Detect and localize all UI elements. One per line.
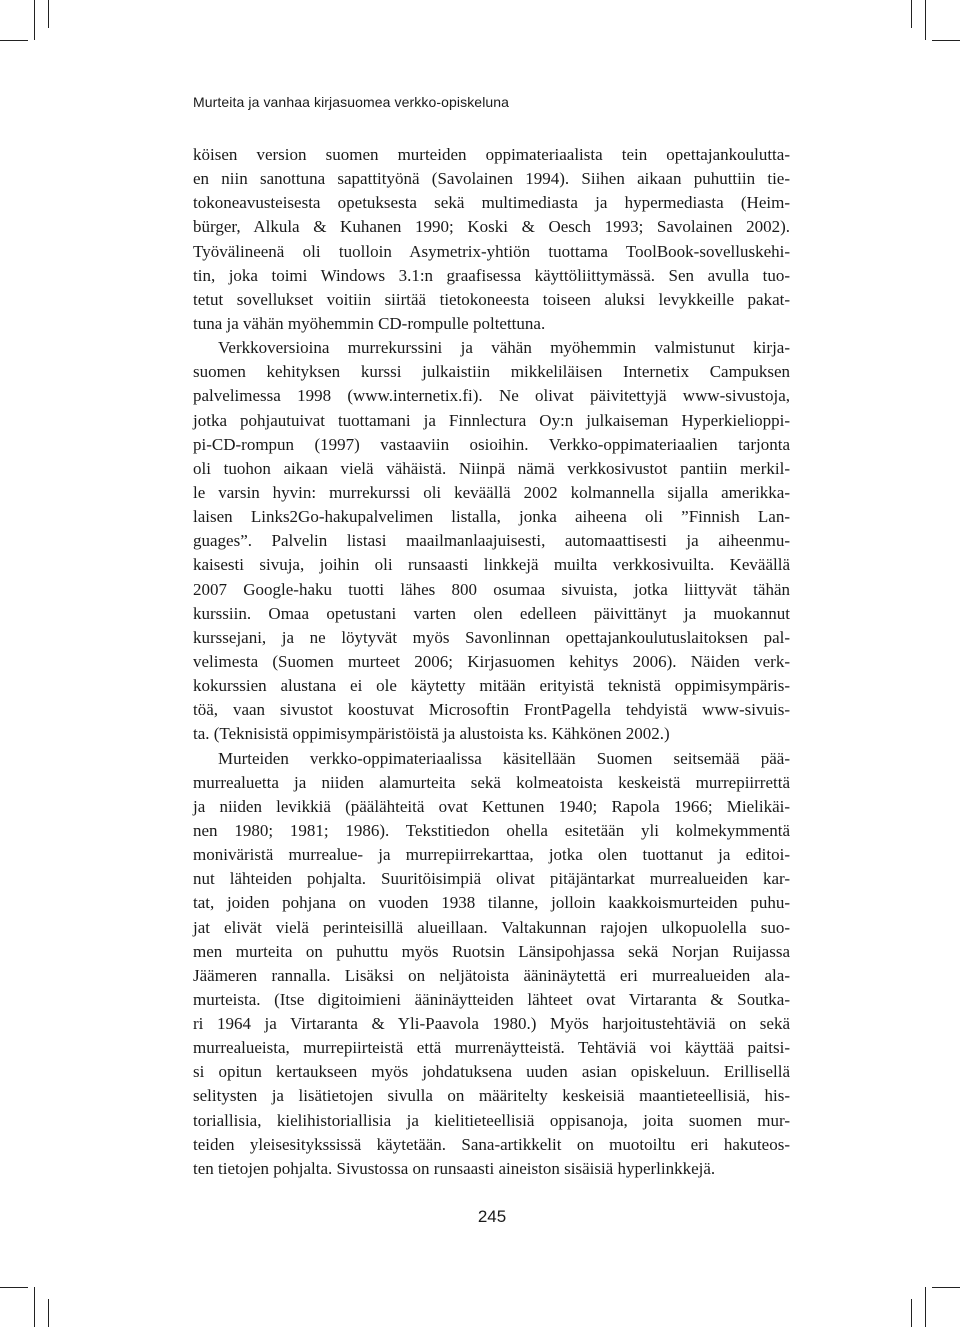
text-line: nut lähteiden pohjalta. Suuritöisimpiä olivat pitäjäntarkat murrealueiden kar-	[193, 869, 790, 889]
text-line: köisen version suomen murteiden oppimateriaalista tein opettajankoulutta-	[193, 145, 790, 164]
text-line: jat elivät vielä perinteisillä alueillaan. Valtakunnan rajojen ulkopuolella suo-	[193, 917, 790, 937]
text-line: murrealuetta ja niiden alamurteita sekä kolmeatoista keskeistä murrepiirrettä	[193, 772, 790, 792]
text-line: 2007 Google-haku tuotti lähes 800 osumaa sivuista, jotka liittyvät tähän	[193, 579, 790, 599]
crop-mark-bottom-right-horizontal	[932, 1287, 960, 1288]
text-line: oli tuohon aikaan vielä vähäistä. Niinpä nämä verkkosivustot pantiin merkil-	[193, 458, 790, 478]
text-line: laisen Links2Go-hakupalvelimen listalla, jonka aiheena oli ”Finnish Lan-	[193, 507, 790, 527]
text-line: men murteita on puhuttu myös Ruotsin Länsipohjassa sekä Norjan Ruijassa	[193, 941, 790, 961]
text-line: selitysten ja lisätietojen sivulla on määritelty keskeisiä maantieteellisiä, his-	[193, 1086, 790, 1106]
text-line: ri 1964 ja Virtaranta & Yli-Paavola 1980.) Myös harjoitustehtäviä on sekä	[193, 1014, 790, 1034]
crop-mark-top-right-horizontal	[932, 40, 960, 41]
text-line: Murteiden verkko-oppimateriaalissa käsitellään Suomen seitsemää pää-	[218, 748, 790, 768]
crop-mark-bottom-right-vertical-outer	[925, 1287, 926, 1327]
text-line: en niin sanottuna sapattityönä (Savolainen 1994). Siihen aikaan puhuttiin tie-	[193, 169, 790, 189]
text-line: bürger, Alkula & Kuhanen 1990; Koski & Oesch 1993; Savolainen 2002).	[193, 217, 790, 237]
text-line: töä, vaan sivustot koostuvat Microsoftin FrontPagella tehdyistä www-sivuis-	[193, 700, 790, 720]
text-line: le varsin hyvin: murrekurssi oli keväällä 2002 kolmannella sijalla amerikka-	[193, 482, 790, 502]
text-line: ta. (Teknisistä oppimisympäristöistä ja alustoista ks. Kähkönen 2002.)	[193, 724, 670, 744]
crop-mark-top-right-vertical	[911, 0, 912, 28]
text-line: ja niiden levikkiä (päälähteitä ovat Kettunen 1940; Rapola 1966; Mielikäi-	[193, 796, 790, 816]
text-line: kurssiin. Omaa opetustani varten olen edelleen päivittänyt ja muokannut	[193, 603, 790, 623]
body-text	[193, 143, 790, 1181]
text-line: murteista. (Itse digitoimieni ääninäytteiden lähteet ovat Virtaranta & Soutka-	[193, 989, 790, 1009]
crop-mark-top-right-vertical-outer	[925, 0, 926, 40]
crop-mark-bottom-left-horizontal	[0, 1287, 28, 1288]
text-line: Työvälineenä oli tuolloin Asymetrix-yhtiön tuottama ToolBook-sovelluskehi-	[193, 241, 790, 261]
running-header: Murteita ja vanhaa kirjasuomea verkko-opiskeluna	[193, 94, 510, 110]
crop-mark-top-left-horizontal	[0, 40, 28, 41]
text-line: kokurssien alustana ei ole käytetty mitään erityistä teknistä oppimisympäris-	[193, 676, 790, 696]
text-line: tin, joka toimi Windows 3.1:n graafisessa käyttöliittymässä. Sen avulla tuo-	[193, 265, 790, 285]
text-line: palvelimessa 1998 (www.internetix.fi). Ne olivat päivitettyjä www-sivustoja,	[193, 386, 790, 406]
text-line: kurssejani, ja ne löytyvät myös Savonlinnan opettajankoulutuslaitoksen pal-	[193, 627, 790, 647]
text-line: tetut sovellukset voitiin siirtää tietokoneesta toiseen aluksi levykkeille pakat-	[193, 289, 790, 309]
text-line: Jäämeren rannalla. Lisäksi on neljätoista ääninäytettä eri murrealueiden ala-	[193, 965, 790, 985]
text-line: tuna ja vähän myöhemmin CD-rompulle poltettuna.	[193, 313, 546, 333]
text-line: ten tietojen pohjalta. Sivustossa on runsaasti aineiston sisäisiä hyperlinkkejä.	[193, 1158, 716, 1178]
crop-mark-top-left-vertical	[34, 0, 35, 40]
text-line: teiden yleisesitykssissä käytetään. Sana-artikkelit on muotoiltu eri hakuteos-	[193, 1134, 790, 1154]
text-line: si opitun kertaukseen myös johdatuksena uuden asian opiskeluun. Erillisellä	[193, 1062, 790, 1082]
text-line: suomen kehityksen kurssi julkaistiin mikkeliläisen Internetix Campuksen	[193, 362, 790, 382]
crop-mark-bottom-left-vertical	[34, 1287, 35, 1327]
crop-mark-top-left-inner	[48, 0, 49, 28]
text-line: tat, joiden pohjana on vuoden 1938 tilanne, jolloin kaakkoismurteiden puhu-	[193, 893, 790, 913]
text-line: pi-CD-rompun (1997) vastaaviin osioihin. Verkko-oppimateriaalien tarjonta	[193, 434, 790, 454]
text-line: moniväristä murrealue- ja murrepiirrekarttaa, jotka olen tuottanut ja editoi-	[193, 845, 790, 865]
text-line: velimesta (Suomen murteet 2006; Kirjasuomen kehitys 2006). Näiden verk-	[193, 651, 790, 671]
text-line: Verkkoversioina murrekurssini ja vähän myöhemmin valmistunut kirja-	[218, 338, 790, 358]
text-line: murrealueista, murrepiirteistä että murrenäytteistä. Tehtäviä voi käyttää paitsi-	[193, 1038, 790, 1058]
text-line: toriallisia, kielihistoriallisia ja kielitieteellisiä oppisanoja, joita suomen mur-	[193, 1110, 790, 1130]
text-line: jotka pohjautuivat tuottamani ja Finnlectura Oy:n julkaiseman Hyperkielioppi-	[193, 410, 790, 430]
text-line: nen 1980; 1981; 1986). Tekstitiedon ohella esitetään yli kolmekymmentä	[193, 820, 790, 840]
text-line: guages”. Palvelin listasi maailmanlaajuisesti, automaattisesti ja aiheenmu-	[193, 531, 790, 551]
text-line: kaisesti sivuja, joihin oli runsaasti linkkejä muilta verkkosivuilta. Keväällä	[193, 555, 790, 575]
crop-mark-bottom-left-inner	[48, 1299, 49, 1327]
text-line: tokoneavusteisesta opetuksesta sekä multimediasta ja hypermediasta (Heim-	[193, 193, 790, 213]
crop-mark-bottom-right-vertical	[911, 1299, 912, 1327]
page-number: 245	[477, 1207, 507, 1226]
